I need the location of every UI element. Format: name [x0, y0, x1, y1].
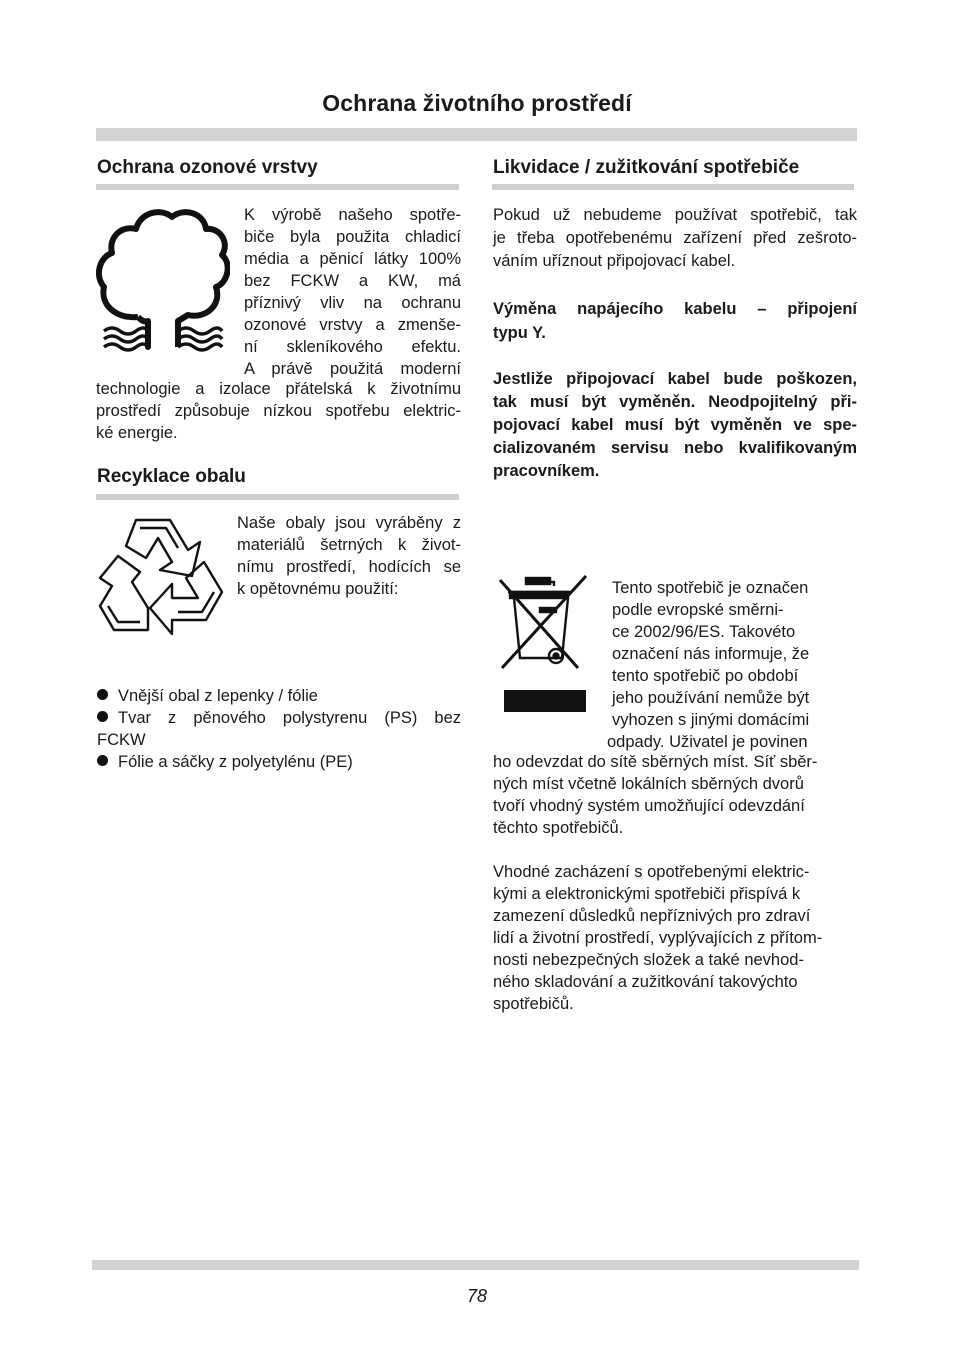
- weee-line: odpady. Uživatel je povinen: [607, 733, 808, 751]
- weee-line: tento spotřebič po období: [612, 667, 799, 685]
- weee-line: jeho používání nemůže být: [612, 689, 810, 707]
- ozone-line: média a pěnicí látky 100%: [244, 250, 461, 268]
- ozone-text-beside-icon: [244, 204, 461, 380]
- ozone-line: příznivý vliv na ochranu: [244, 294, 461, 312]
- weee-line: ce 2002/96/ES. Takovéto: [612, 623, 796, 641]
- final-line: nosti nebezpečných složek a také nevhod-: [493, 951, 804, 969]
- header-rule: [96, 128, 857, 141]
- list-item: Fólie a sáčky z polyetylénu (PE): [97, 751, 461, 773]
- warning-line: tak musí být vyměněn. Neodpojitelný při-: [493, 393, 857, 411]
- footer-rule: [92, 1260, 859, 1270]
- packaging-list: [97, 685, 461, 773]
- recycle-text: [237, 512, 461, 600]
- ozone-line: K výrobě našeho spotře-: [244, 206, 461, 224]
- weee-line: ho odevzdat do sítě sběrných míst. Síť sběr-: [493, 753, 818, 771]
- warning-line: Jestliže připojovací kabel bude poškozen,: [493, 370, 857, 388]
- final-line: lidí a životní prostředí, vyplývajících z přítom-: [493, 929, 823, 947]
- recycle-line: k opětovnému použití:: [237, 580, 399, 598]
- warning-line: pracovníkem.: [493, 462, 600, 480]
- ozone-line: biče byla použita chladicí: [244, 228, 461, 246]
- final-line: Vhodné zacházení s opotřebenými elektric-: [493, 863, 810, 881]
- tree-over-water-icon: [96, 205, 230, 352]
- bullet-icon: [97, 689, 108, 700]
- weee-text-full: [493, 751, 857, 839]
- ozone-line: ozonové vrstvy a zmenše-: [244, 316, 461, 334]
- ozone-line: ní skleníkového efektu.: [244, 338, 461, 356]
- bullet-icon: [97, 755, 108, 766]
- page-number: 78: [466, 1286, 488, 1306]
- weee-text-beside-icon: [607, 577, 857, 753]
- recycle-heading: Recyklace obalu: [97, 466, 246, 487]
- weee-line: označení nás informuje, že: [612, 645, 810, 663]
- recycle-arrows-icon: [96, 512, 228, 650]
- warning-line: pojovací kabel musí být vyměněn ve spe-: [493, 416, 857, 434]
- list-item: Vnější obal z lepenky / fólie: [97, 685, 461, 707]
- final-line: ného skladování a zužitkování takovýchto: [493, 973, 798, 991]
- disposal-intro: [493, 204, 857, 273]
- final-line: kými a elektronickými spotřebiči přispívá k: [493, 885, 801, 903]
- disposal-heading-rule: [492, 184, 854, 190]
- final-line: spotřebičů.: [493, 995, 574, 1013]
- cable-line: typu Y.: [493, 324, 546, 342]
- ozone-line: prostředí způsobuje nízkou spotřebu elektric-: [96, 402, 461, 420]
- cable-line: Výměna napájecího kabelu – připojení: [493, 300, 857, 318]
- page-title: Ochrana životního prostředí: [322, 90, 632, 116]
- weee-line: Tento spotřebič je označen: [612, 579, 809, 597]
- weee-line: ných míst včetně lokálních sběrných dvorů: [493, 775, 804, 793]
- bullet-icon: [97, 711, 108, 722]
- ozone-heading: Ochrana ozonové vrstvy: [97, 157, 318, 178]
- cable-warning: [493, 368, 857, 483]
- disposal-heading: Likvidace / zužitkování spotřebiče: [493, 157, 800, 178]
- weee-line: vyhozen s jinými domácími: [612, 711, 810, 729]
- ozone-line: bez FCKW a KW, má: [244, 272, 461, 290]
- recycle-line: nímu prostředí, hodících se: [237, 558, 461, 576]
- cable-replacement-title: [493, 297, 857, 345]
- ozone-text-full: [96, 378, 461, 444]
- weee-line: podle evropské směrni-: [612, 601, 784, 619]
- disposal-line: Pokud už nebudeme používat spotřebič, tak: [493, 206, 857, 224]
- ozone-line: technologie a izolace přátelská k životnímu: [96, 380, 461, 398]
- recycle-line: Naše obaly jsou vyráběny z: [237, 514, 461, 532]
- ozone-heading-rule: [96, 184, 459, 190]
- ozone-line: ké energie.: [96, 424, 178, 442]
- list-item: Tvar z pěnového polystyrenu (PS) bez: [97, 707, 461, 729]
- list-item-continuation: FCKW: [97, 731, 146, 749]
- final-line: zamezení důsledků nepříznivých pro zdraví: [493, 907, 811, 925]
- ozone-line: A právě použitá moderní: [244, 360, 461, 378]
- warning-line: cializovaném servisu nebo kvalifikovaným: [493, 439, 857, 457]
- disposal-line: váním uříznout připojovací kabel.: [493, 252, 736, 270]
- crossed-out-wheelie-bin-icon: [496, 572, 590, 714]
- disposal-final-paragraph: [493, 861, 857, 1015]
- recycle-line: materiálů šetrných k život-: [237, 536, 461, 554]
- recycle-heading-rule: [96, 494, 459, 500]
- disposal-line: je třeba opotřebenému zařízení před zešroto-: [493, 229, 857, 247]
- weee-line: tvoří vhodný systém umožňující odevzdání: [493, 797, 805, 815]
- weee-line: těchto spotřebičů.: [493, 819, 624, 837]
